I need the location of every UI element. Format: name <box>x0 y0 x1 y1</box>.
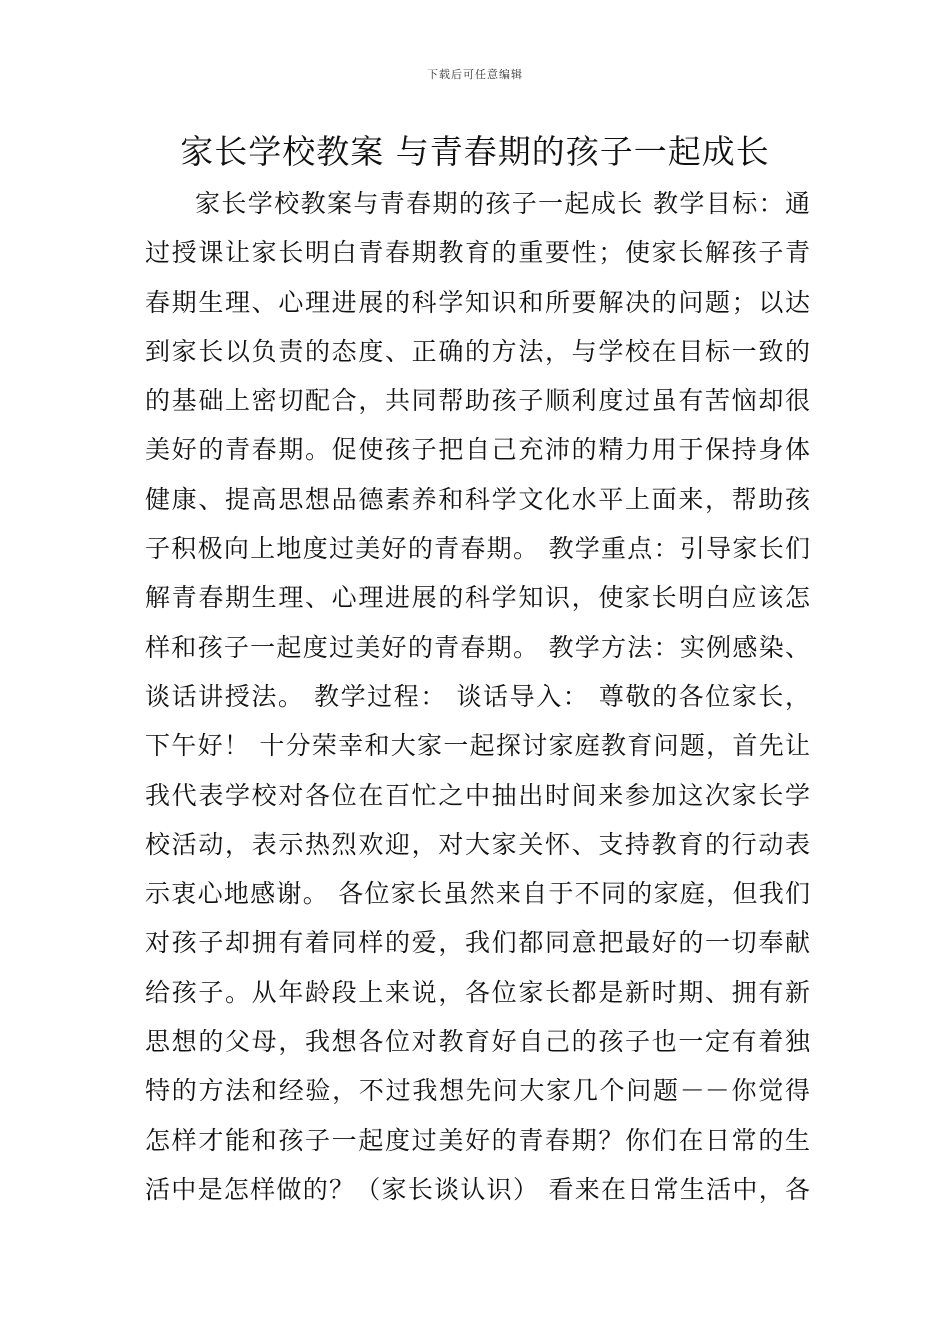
body-line: 的基础上密切配合，共同帮助孩子顺利度过虽有苦恼却很 <box>145 386 810 416</box>
body-line: 下午好！ 十分荣幸和大家一起探讨家庭教育问题，首先让 <box>145 731 810 761</box>
body-line: 健康、提高思想品德素养和科学文化水平上面来，帮助孩 <box>145 484 810 514</box>
body-line: 子积极向上地度过美好的青春期。 教学重点：引导家长们 <box>145 534 810 564</box>
body-line: 美好的青春期。促使孩子把自己充沛的精力用于保持身体 <box>145 435 810 465</box>
body-line: 到家长以负责的态度、正确的方法，与学校在目标一致的 <box>145 336 810 366</box>
body-line: 活中是怎样做的？（家长谈认识） 看来在日常生活中，各 <box>145 1174 810 1204</box>
document-body <box>145 179 810 1214</box>
body-line: 家长学校教案与青春期的孩子一起成长 教学目标：通 <box>195 189 810 218</box>
body-line: 解青春期生理、心理进展的科学知识，使家长明白应该怎 <box>145 583 810 613</box>
body-line: 怎样才能和孩子一起度过美好的青春期？你们在日常的生 <box>145 1125 810 1155</box>
body-line: 春期生理、心理进展的科学知识和所要解决的问题；以达 <box>145 287 810 317</box>
body-line: 校活动，表示热烈欢迎，对大家关怀、支持教育的行动表 <box>145 829 810 859</box>
body-line: 过授课让家长明白青春期教育的重要性；使家长解孩子青 <box>145 238 810 268</box>
body-line: 思想的父母，我想各位对教育好自己的孩子也一定有着独 <box>145 1027 810 1057</box>
body-line: 特的方法和经验，不过我想先问大家几个问题－－你觉得 <box>145 1076 810 1106</box>
body-line: 对孩子却拥有着同样的爱，我们都同意把最好的一切奉献 <box>145 928 810 958</box>
document-title: 家长学校教案 与青春期的孩子一起成长 <box>180 132 770 171</box>
body-line: 给孩子。从年龄段上来说，各位家长都是新时期、拥有新 <box>145 977 810 1007</box>
body-line: 示衷心地感谢。 各位家长虽然来自于不同的家庭，但我们 <box>145 879 810 909</box>
body-line: 谈话讲授法。 教学过程： 谈话导入： 尊敬的各位家长， <box>145 681 810 711</box>
body-line: 样和孩子一起度过美好的青春期。 教学方法：实例感染、 <box>145 632 810 662</box>
body-line: 我代表学校对各位在百忙之中抽出时间来参加这次家长学 <box>145 780 810 810</box>
header-note: 下载后可任意编辑 <box>427 68 523 81</box>
